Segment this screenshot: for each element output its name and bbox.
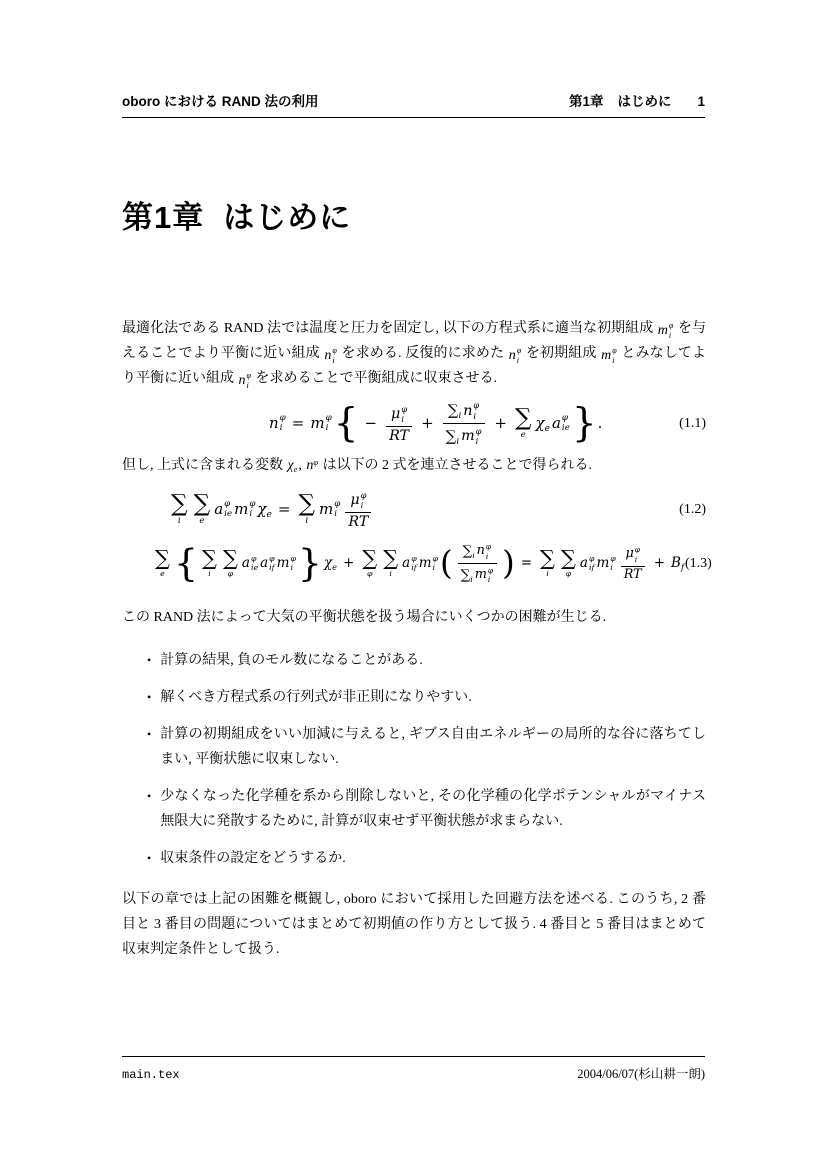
math-delimiter: { xyxy=(333,400,359,446)
math-scripts xyxy=(669,321,674,341)
math-sum xyxy=(202,545,217,579)
math-sub: i xyxy=(325,423,329,434)
math-delimiter: } xyxy=(297,541,322,586)
sigma-icon: ∑ xyxy=(193,490,211,518)
chapter-heading xyxy=(122,199,351,236)
list-item xyxy=(122,648,706,673)
list-item-text: 計算の結果, 負のモル数になることがある. xyxy=(160,653,423,669)
math-sum-index: i xyxy=(177,516,181,527)
math-scripts xyxy=(486,542,491,561)
math-var-supsub xyxy=(269,413,286,435)
math-scripts xyxy=(562,413,570,435)
math-operator: = xyxy=(291,413,305,432)
math-var-supsub xyxy=(260,554,275,574)
math-operator: − xyxy=(364,413,378,432)
math-sub: i xyxy=(432,563,436,573)
math-scripts xyxy=(334,499,340,521)
sigma-icon: ∑ xyxy=(462,543,473,559)
math-numerator xyxy=(387,404,411,427)
math-scripts xyxy=(488,566,493,585)
math-sup: φ xyxy=(432,553,438,563)
math-base: χ xyxy=(323,554,333,571)
chapter-title: はじめに xyxy=(223,200,352,235)
math-text: , xyxy=(298,458,306,474)
math-sum-index: φ xyxy=(227,569,234,579)
bullet-icon: • xyxy=(147,690,152,705)
math-base: m xyxy=(601,348,612,364)
math-base: n xyxy=(238,373,246,389)
math-operator: + xyxy=(342,554,355,571)
header-running-title: oboro における RAND 法の利用 xyxy=(122,94,319,109)
math-sup: φ xyxy=(249,498,256,509)
math-sub: i xyxy=(360,499,364,510)
math-sub: if xyxy=(411,563,417,573)
math-sup: φ xyxy=(401,403,408,414)
math-sum-index: e xyxy=(199,516,205,527)
math-var-supsub xyxy=(419,554,438,574)
math-scripts xyxy=(361,490,367,511)
math-sup: φ xyxy=(485,542,492,552)
math-sup: φ xyxy=(516,346,522,355)
bullet-icon: • xyxy=(147,727,152,742)
math-delimiter: } xyxy=(571,400,597,446)
page-footer xyxy=(122,1056,705,1082)
math-sup: φ xyxy=(634,545,640,555)
math-var-supsub xyxy=(324,346,337,366)
math-scripts xyxy=(247,371,252,391)
math-var-sup xyxy=(306,453,318,479)
paragraph-outline: 以下の章では上記の困難を概観し, oboro において採用した回避方法を述べる. このうち, 2 番目と 3 番目の問題についてはまとめて初期値の作り方として扱う. 4 番目と 5 番目はまとめて収束判定条件として扱う. xyxy=(122,892,706,958)
math-operator: + xyxy=(494,413,507,432)
bullet-icon: • xyxy=(147,789,152,804)
math-sub: i xyxy=(610,563,613,573)
math-scripts xyxy=(224,499,232,521)
list-item-text: 計算の初期組成をいい加減に与えると, ギブス自由エネルギーの局所的な谷に落ちてしまい, 平衡状態に収束しない. xyxy=(160,727,706,768)
math-var-supsub xyxy=(214,499,232,521)
math-sum-index: φ xyxy=(367,569,373,579)
math-sub: i xyxy=(249,509,253,520)
math-fraction xyxy=(443,400,486,446)
math-sub: i xyxy=(458,411,462,422)
math-base: m xyxy=(319,499,334,518)
math-sup: φ xyxy=(610,553,616,563)
math-text: を求めることで平衡組成に収束させる. xyxy=(252,371,497,387)
math-sub: i xyxy=(516,356,519,366)
math-scripts xyxy=(612,346,617,366)
math-sub: i xyxy=(279,423,283,434)
math-numerator xyxy=(621,545,644,566)
math-sub: i xyxy=(485,551,489,561)
equation-1-1-number: (1.1) xyxy=(679,415,706,431)
bullet-icon: • xyxy=(147,653,152,668)
math-inline-sum xyxy=(461,569,473,582)
math-base: n xyxy=(463,402,473,419)
math-base: m xyxy=(461,428,475,445)
math-base: n xyxy=(476,543,485,559)
equation-1-2-body xyxy=(168,490,375,530)
sigma-icon: ∑ xyxy=(202,545,217,570)
list-item xyxy=(122,722,706,772)
list-item xyxy=(122,784,706,834)
list-item xyxy=(122,685,706,710)
math-operator: = xyxy=(520,554,533,571)
math-sup: φ xyxy=(668,320,674,330)
sigma-icon: ∑ xyxy=(447,401,459,420)
equation-1-2-number: (1.2) xyxy=(679,501,706,517)
body-content xyxy=(122,316,712,962)
equation-1-3-number: (1.3) xyxy=(684,555,712,571)
bullet-icon: • xyxy=(147,851,152,866)
math-sum xyxy=(193,490,211,527)
math-sub: ie xyxy=(224,509,233,520)
sigma-icon: ∑ xyxy=(540,545,555,570)
math-sup: φ xyxy=(588,553,595,563)
math-text: . xyxy=(597,413,603,432)
math-sum xyxy=(514,404,532,441)
sigma-icon: ∑ xyxy=(362,545,378,570)
math-scripts xyxy=(280,413,286,435)
math-delimiter: ) xyxy=(502,543,515,582)
footer-date-author: 2004/06/07(杉山耕一朗) xyxy=(577,1067,705,1081)
sigma-icon: ∑ xyxy=(155,545,170,570)
math-scripts xyxy=(610,554,615,574)
math-sub: i xyxy=(472,550,475,560)
math-inline-sum xyxy=(445,426,460,447)
math-sub: f xyxy=(680,561,684,572)
math-base: B xyxy=(671,554,681,571)
math-text: 最適化法である RAND 法では温度と圧力を固定し, 以下の方程式系に適当な初期組成 xyxy=(122,321,657,336)
header-page-number: 1 xyxy=(697,94,705,109)
math-sup: φ xyxy=(279,412,286,423)
math-scripts xyxy=(326,413,332,435)
math-numerator xyxy=(445,400,483,423)
math-base: a xyxy=(551,413,561,432)
math-scripts xyxy=(635,545,640,564)
difficulty-list xyxy=(122,648,706,871)
math-sum-index: i xyxy=(208,569,211,579)
math-sup: φ xyxy=(246,371,251,381)
math-var-sub xyxy=(288,453,298,479)
sigma-icon: ∑ xyxy=(383,545,399,570)
paragraph-difficulties: この RAND 法によって大気の平衡状態を扱う場合にいくつかの困難が生じる. xyxy=(122,610,607,626)
equation-1-2 xyxy=(122,485,706,533)
math-base: μ xyxy=(350,491,360,508)
math-sup: φ xyxy=(561,412,569,423)
math-scripts xyxy=(476,426,482,447)
math-sup: φ xyxy=(360,489,367,500)
header-section-label: はじめに xyxy=(617,94,672,109)
math-scripts xyxy=(332,346,337,366)
math-base: μ xyxy=(625,546,634,562)
equation-1-3-body xyxy=(152,542,685,584)
math-sub: e xyxy=(544,423,550,434)
math-base: n xyxy=(508,348,516,364)
math-sum-index: i xyxy=(546,569,549,579)
math-sub: i xyxy=(475,436,479,447)
math-sub: i xyxy=(290,563,293,573)
math-var-supsub xyxy=(552,413,570,435)
sigma-icon: ∑ xyxy=(222,545,238,570)
math-fraction xyxy=(458,542,497,584)
math-denominator xyxy=(621,566,645,582)
math-text: 但し, 上式に含まれる変数 xyxy=(122,458,287,474)
math-sup: φ xyxy=(411,553,417,563)
math-denominator xyxy=(443,423,486,447)
math-sup: φ xyxy=(313,458,319,468)
math-sum-index: e xyxy=(160,569,165,579)
math-delimiter: ( xyxy=(440,543,453,582)
math-base: m xyxy=(310,413,325,432)
math-inline-sum xyxy=(463,545,475,558)
math-sub: i xyxy=(612,356,615,366)
math-sub: i xyxy=(668,331,672,340)
math-sup: φ xyxy=(475,425,482,436)
list-item-text: 解くべき方程式系の行列式が非正則になりやすい. xyxy=(160,690,472,706)
sigma-icon: ∑ xyxy=(298,490,316,518)
math-scripts xyxy=(249,499,255,521)
math-var-supsub xyxy=(350,490,366,511)
math-operator: + xyxy=(421,413,434,432)
math-sub: i xyxy=(401,413,404,424)
math-inline-sum xyxy=(447,401,462,422)
math-var-supsub xyxy=(277,554,296,574)
math-fraction xyxy=(621,545,645,581)
math-sub: e xyxy=(266,509,272,520)
equation-1-3 xyxy=(122,535,712,591)
page-header xyxy=(122,90,705,118)
math-scripts xyxy=(517,346,522,366)
math-var-supsub xyxy=(658,321,674,341)
math-sub: i xyxy=(332,356,335,366)
math-sub: e xyxy=(293,465,298,475)
math-numerator xyxy=(460,542,496,563)
math-var-supsub xyxy=(580,554,595,574)
math-base: χ xyxy=(287,458,294,474)
list-item xyxy=(122,846,706,871)
math-sub: i xyxy=(246,381,249,391)
math-base: m xyxy=(596,554,610,571)
math-sub: i xyxy=(487,575,491,585)
math-sup: φ xyxy=(269,553,275,563)
math-var-supsub xyxy=(319,499,340,521)
math-base: m xyxy=(474,566,487,582)
math-base: a xyxy=(402,554,411,571)
math-denominator xyxy=(458,563,497,585)
math-sum xyxy=(298,490,316,527)
math-sum xyxy=(362,545,378,579)
math-sub: i xyxy=(456,436,460,447)
math-sub: ie xyxy=(250,563,259,573)
math-text: を求める. 反復的に求めた xyxy=(337,346,508,362)
math-sup: φ xyxy=(473,400,480,411)
math-scripts xyxy=(251,554,258,574)
equation-1-1-body xyxy=(268,400,602,446)
math-var-sub xyxy=(257,499,272,520)
math-var-sub xyxy=(323,554,337,572)
math-scripts xyxy=(433,554,438,574)
math-base: a xyxy=(214,499,224,518)
list-item-text: 少なくなった化学種を系から削除しないと, その化学種の化学ポテンシャルがマイナス無限大に発散するために, 計算が収束せず平衡状態が求まらない. xyxy=(160,789,706,830)
math-var-supsub xyxy=(477,542,491,561)
math-sup: φ xyxy=(290,553,296,563)
math-var-supsub xyxy=(402,554,417,574)
paragraph-intro xyxy=(122,316,706,391)
math-operator: + xyxy=(653,554,666,571)
header-chapter-info xyxy=(569,90,705,110)
footer-filename: main.tex xyxy=(122,1068,180,1082)
math-base: m xyxy=(418,554,432,571)
chapter-number: 第1章 xyxy=(122,200,205,235)
math-scripts xyxy=(401,404,407,425)
math-var: RT xyxy=(389,428,410,445)
math-sub: i xyxy=(470,574,473,584)
math-sub: i xyxy=(634,554,638,564)
math-var-sub xyxy=(671,554,684,572)
math-var-supsub xyxy=(242,554,258,574)
math-var-supsub xyxy=(596,554,615,574)
math-sub: e xyxy=(332,561,337,572)
math-var-supsub xyxy=(234,499,255,521)
math-var-supsub xyxy=(509,346,522,366)
math-base: n xyxy=(269,413,279,432)
math-var-supsub xyxy=(601,346,617,366)
math-sum xyxy=(383,545,399,579)
math-base: χ xyxy=(535,413,545,432)
math-sub: if xyxy=(588,563,595,573)
math-base: m xyxy=(234,499,249,518)
math-sup: φ xyxy=(332,346,337,355)
math-operator: = xyxy=(277,499,291,518)
math-scripts xyxy=(290,554,295,574)
math-var-supsub xyxy=(463,400,479,421)
math-sum-index: i xyxy=(305,516,309,527)
sigma-icon: ∑ xyxy=(460,567,471,583)
math-scripts xyxy=(269,554,274,574)
math-fraction xyxy=(345,490,371,530)
math-var-supsub xyxy=(625,545,640,564)
math-sum xyxy=(560,545,576,579)
math-text: は以下の 2 式を連立させることで得られる. xyxy=(319,458,593,474)
math-base: μ xyxy=(391,405,401,422)
math-var: RT xyxy=(623,566,642,582)
sigma-icon: ∑ xyxy=(171,490,188,518)
sigma-icon: ∑ xyxy=(445,426,457,445)
math-sub: i xyxy=(473,410,477,421)
math-base: m xyxy=(657,323,668,338)
math-sup: φ xyxy=(224,498,231,509)
math-sup: φ xyxy=(250,553,257,563)
math-var-supsub xyxy=(310,413,331,435)
list-item-text: 収束条件の設定をどうするか. xyxy=(160,851,346,867)
math-var-supsub xyxy=(239,371,252,391)
math-base: m xyxy=(276,554,290,571)
math-var-supsub xyxy=(391,404,407,425)
math-sum xyxy=(540,545,555,579)
math-sum xyxy=(222,545,238,579)
math-delimiter: { xyxy=(173,541,198,586)
math-base: χ xyxy=(257,499,267,518)
math-denominator xyxy=(345,512,371,529)
math-sub: if xyxy=(269,563,275,573)
math-base: a xyxy=(260,554,269,571)
math-sub: i xyxy=(334,509,338,520)
math-scripts xyxy=(411,554,416,574)
math-sup: φ xyxy=(612,346,617,355)
math-sum-index: i xyxy=(389,569,392,579)
math-sum xyxy=(171,490,188,527)
math-text: を初期組成 xyxy=(522,346,601,362)
math-scripts xyxy=(589,554,594,574)
math-sum xyxy=(155,545,170,579)
math-sup: φ xyxy=(487,565,494,575)
math-var: RT xyxy=(348,514,369,531)
equation-1-1 xyxy=(122,397,706,449)
sigma-icon: ∑ xyxy=(514,404,532,432)
math-base: a xyxy=(579,554,588,571)
math-fraction xyxy=(386,404,412,444)
math-var-supsub xyxy=(475,566,493,585)
math-sum-index: φ xyxy=(565,569,572,579)
sigma-icon: ∑ xyxy=(560,545,576,570)
header-chapter-label: 第1章 xyxy=(568,94,604,109)
math-sup: φ xyxy=(334,498,341,509)
math-sum-index: e xyxy=(520,430,526,441)
math-scripts xyxy=(473,400,479,421)
math-var-supsub xyxy=(461,426,481,447)
math-base: n xyxy=(306,458,314,474)
math-sub: ie xyxy=(561,423,570,434)
math-numerator xyxy=(346,490,370,513)
math-text: を与えることでより平衡に近い組成 xyxy=(122,321,707,362)
math-text: とみなしてより平衡に近い組成 xyxy=(122,346,707,387)
math-sup: φ xyxy=(325,412,332,423)
math-denominator xyxy=(386,426,412,443)
math-base: a xyxy=(241,554,250,571)
math-base: n xyxy=(324,348,332,364)
paragraph-constraint xyxy=(122,453,706,479)
math-var-sub xyxy=(535,413,550,434)
